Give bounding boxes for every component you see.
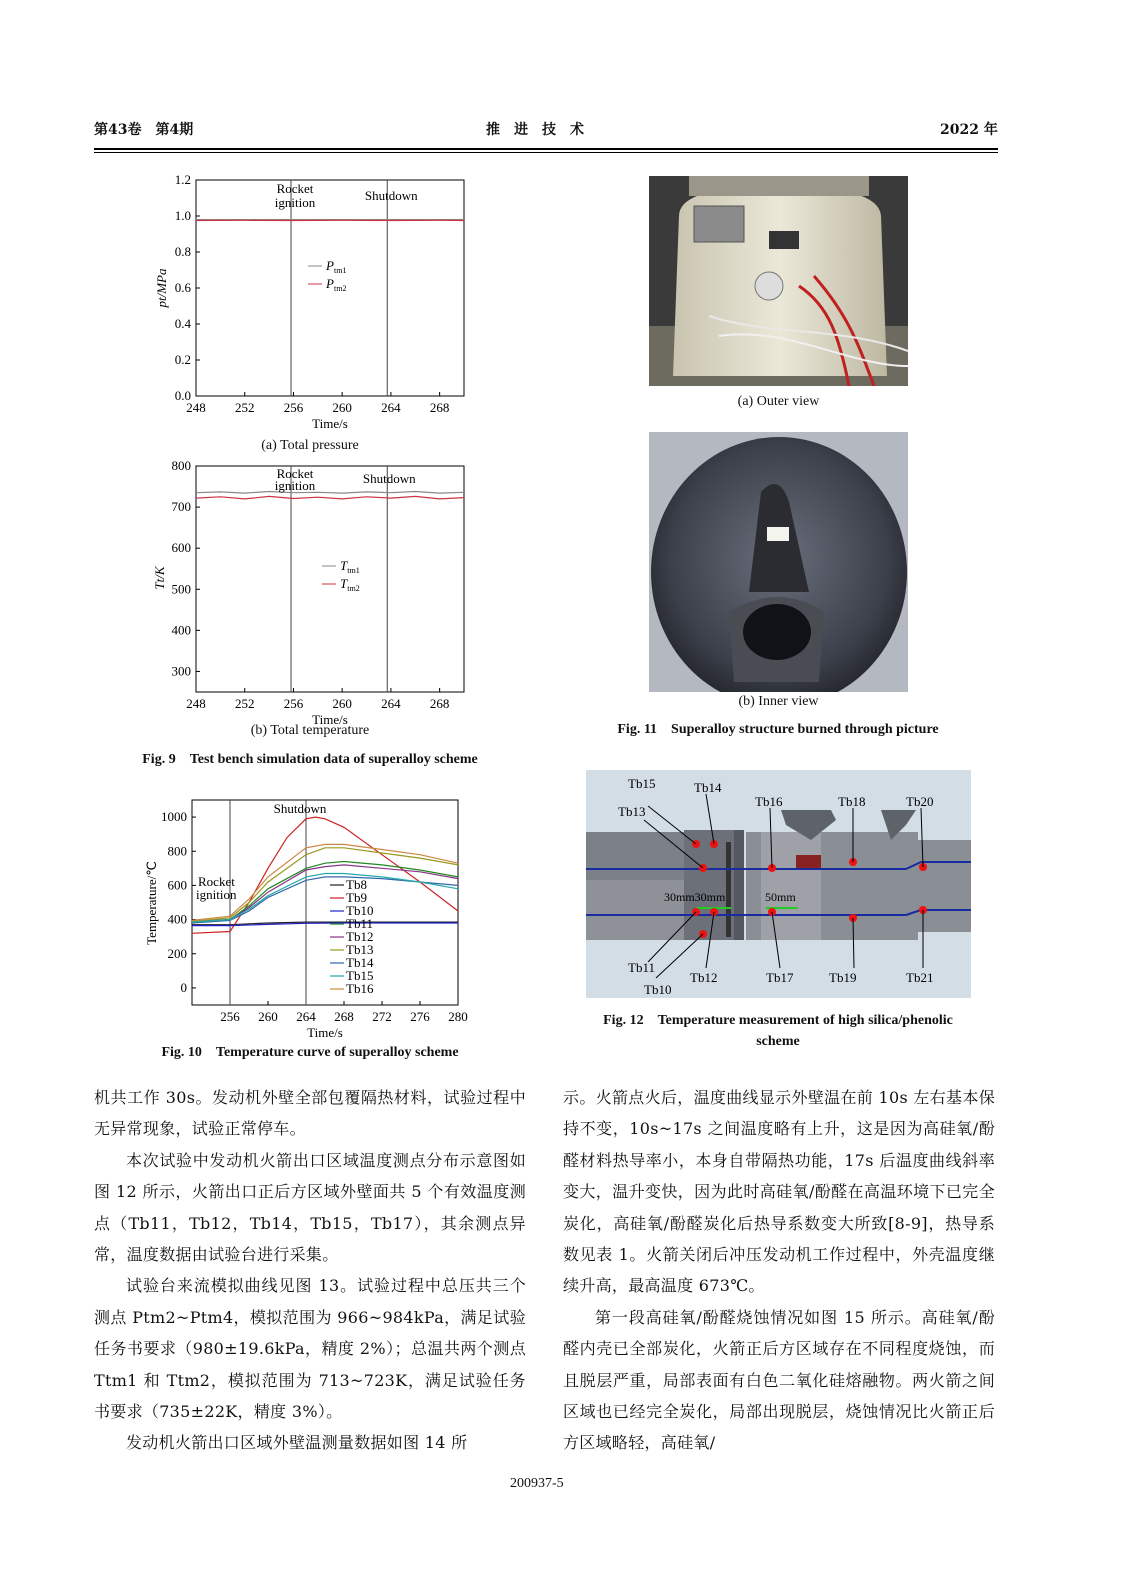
label-tb18: Tb18 (838, 794, 866, 809)
label-tb10: Tb10 (644, 982, 672, 997)
series-line-t_tm1 (196, 492, 464, 494)
legend-label: Tb16 (346, 981, 374, 996)
paragraph: 机共工作 30s。发动机外壁全部包覆隔热材料，试验过程中无异常现象，试验正常停车。 (94, 1088, 526, 1139)
x-axis-label: Time/s (307, 1025, 343, 1040)
y-tick-label: 0.4 (174, 316, 191, 331)
paragraph: 本次试验中发动机火箭出口区域温度测点分布示意图如图 12 所示，火箭出口正后方区域外壁面共 5 个有效温度测点（Tb11，Tb12，Tb14，Tb15，Tb17），其余测点异常，温度数据由试验台进行采集。 (94, 1150, 526, 1265)
y-tick-label: 200 (167, 945, 187, 961)
label-tb15: Tb15 (628, 776, 656, 791)
label-tb16: Tb16 (755, 794, 783, 809)
y-tick-label: 1000 (161, 809, 187, 825)
legend-label: Tb8 (346, 877, 367, 892)
x-tick-label: 256 (283, 400, 304, 415)
y-tick-label: 0.2 (174, 352, 191, 367)
x-tick-label: 248 (186, 400, 206, 415)
legend-label: Tb14 (346, 955, 374, 970)
label-tb12: Tb12 (690, 970, 718, 985)
ignition-annotation: ignition (196, 887, 237, 902)
fig11-caption: Fig. 11 Superalloy structure burned through picture (617, 722, 939, 737)
paragraph: 试验台来流模拟曲线见图 13。试验过程中总压共三个测点 Ptm2~Ptm4，模拟范围为 966~984kPa，满足试验任务书要求（980±19.6kPa，精度 2%）；总温共两个测点 Ttm1 和 Ttm2，模拟范围为 713~723K，满足试验任务书要求（735±22K，精度 3%）。 (94, 1276, 526, 1422)
y-tick-label: 1.2 (174, 172, 191, 187)
y-tick-label: 0.8 (174, 244, 191, 259)
legend-label: $T_{tm1}$ (340, 558, 360, 575)
plot-frame (192, 800, 458, 1005)
plot-frame (196, 466, 464, 692)
label-tb11: Tb11 (628, 960, 655, 975)
y-axis-label: pt/MPa (154, 268, 169, 308)
x-tick-label: 268 (334, 1009, 354, 1024)
legend-label: Tb12 (346, 929, 374, 944)
fig10-chart (140, 795, 480, 1040)
y-axis-label: Tt/K (152, 566, 167, 590)
running-header-year: 2022 年 (940, 122, 998, 138)
shutdown-annotation: Shutdown (364, 188, 418, 203)
ignition-annotation: ignition (274, 195, 316, 210)
legend-label: Tb15 (346, 968, 374, 983)
inner-view-photo (649, 432, 908, 692)
y-tick-label: 600 (171, 540, 191, 556)
label-tb17: Tb17 (766, 970, 794, 985)
x-tick-label: 264 (381, 696, 401, 711)
header-rule-thin (94, 152, 998, 153)
paragraph: 第一段高硅氧/酚醛烧蚀情况如图 15 所示。高硅氧/酚醛内壳已全部炭化，火箭正后方区域存在不同程度烧蚀，而且脱层严重，局部表面有白色二氧化硅熔融物。两火箭之间区域也已经完全炭化，局部出现脱层，烧蚀情况比火箭正后方区域略轻，高硅氧/ (563, 1307, 995, 1453)
body-left-column (94, 1082, 526, 1459)
legend-label: $P_{tm2}$ (326, 276, 347, 293)
legend-label: Tb10 (346, 903, 374, 918)
page-number: 200937-5 (510, 1476, 564, 1491)
thermocouple-layout-diagram (586, 770, 971, 998)
y-tick-label: 0 (180, 979, 187, 995)
paragraph: 示。火箭点火后，温度曲线显示外壁温在前 10s 左右基本保持不变，10s~17s 之间温度略有上升，这是因为高硅氧/酚醛材料热导率小，本身自带隔热功能，17s 后温度曲线斜率变大，温升变快，因为此时高硅氧/酚醛在高温环境下已完全炭化，高硅氧/酚醛炭化后热导系数变大所致[8-9]，热导系数见表 1。火箭关闭后冲压发动机工作过程中，外壳温度继续升高，最高温度 673℃。 (563, 1088, 995, 1296)
legend-label: Tb11 (346, 916, 373, 931)
y-tick-label: 0.6 (174, 280, 191, 295)
label-tb13: Tb13 (618, 804, 646, 819)
shutdown-annotation: Shutdown (273, 801, 327, 816)
fig11a-caption: (a) Outer view (737, 394, 820, 409)
x-tick-label: 264 (381, 400, 401, 415)
y-tick-label: 700 (171, 499, 191, 515)
x-tick-label: 260 (258, 1009, 278, 1024)
x-tick-label: 268 (429, 696, 450, 711)
x-tick-label: 268 (429, 400, 450, 415)
y-tick-label: 600 (167, 877, 187, 893)
fig11b-caption: (b) Inner view (738, 694, 819, 709)
shutdown-annotation: Shutdown (362, 471, 416, 486)
outer-view-photo (649, 176, 908, 386)
ignition-annotation: ignition (274, 478, 316, 493)
x-tick-label: 256 (283, 696, 304, 711)
fig10-caption: Fig. 10 Temperature curve of superalloy scheme (161, 1045, 459, 1060)
x-tick-label: 264 (296, 1009, 316, 1024)
running-header-journal: 推 进 技 术 (486, 122, 584, 138)
x-tick-label: 256 (220, 1009, 240, 1024)
x-tick-label: 280 (448, 1009, 468, 1024)
dim-50mm: 50mm (765, 890, 796, 904)
header-rule (94, 148, 998, 150)
running-header-volume: 第43卷 第4期 (94, 122, 194, 138)
x-tick-label: 272 (372, 1009, 392, 1024)
body-right-column (563, 1082, 995, 1459)
x-tick-label: 276 (410, 1009, 430, 1024)
x-axis-label: Time/s (312, 712, 348, 727)
ignition-annotation: Rocket (276, 181, 314, 196)
fig9a-caption: (a) Total pressure (261, 438, 359, 453)
fig9-caption: Fig. 9 Test bench simulation data of superalloy scheme (142, 752, 478, 767)
x-tick-label: 252 (234, 696, 255, 711)
fig12-caption-line1: Fig. 12 Temperature measurement of high silica/phenolic (603, 1013, 953, 1028)
paragraph: 发动机火箭出口区域外壁温测量数据如图 14 所 (126, 1433, 468, 1453)
legend-label: Tb9 (346, 890, 367, 905)
y-tick-label: 1.0 (174, 208, 191, 223)
series-line-t_tm2 (196, 496, 464, 499)
ignition-annotation: Rocket (276, 466, 314, 481)
fig9a-chart (140, 170, 480, 440)
y-tick-label: 500 (171, 581, 191, 597)
fig9b-chart (140, 458, 480, 728)
label-tb21: Tb21 (906, 970, 934, 985)
y-tick-label: 400 (171, 622, 191, 638)
label-tb19: Tb19 (829, 970, 857, 985)
x-tick-label: 260 (332, 696, 352, 711)
x-tick-label: 248 (186, 696, 206, 711)
ignition-annotation: Rocket (198, 874, 235, 889)
label-tb14: Tb14 (694, 780, 722, 795)
y-tick-label: 300 (171, 663, 191, 679)
legend-label: $P_{tm1}$ (326, 258, 347, 275)
x-tick-label: 252 (234, 400, 255, 415)
x-axis-label: Time/s (312, 416, 348, 431)
dim-30mm: 30mm30mm (664, 890, 726, 904)
y-tick-label: 800 (171, 458, 191, 473)
label-tb20: Tb20 (906, 794, 934, 809)
legend-label: $T_{tm2}$ (340, 576, 360, 593)
fig12-caption-line2: scheme (756, 1034, 800, 1049)
y-tick-label: 400 (167, 911, 187, 927)
y-tick-label: 800 (167, 843, 187, 859)
y-tick-label: 0.0 (174, 388, 191, 403)
legend-label: Tb13 (346, 942, 374, 957)
fig9b-caption: (b) Total temperature (250, 723, 370, 738)
y-axis-label: Temperature/℃ (144, 861, 159, 945)
x-tick-label: 260 (332, 400, 352, 415)
